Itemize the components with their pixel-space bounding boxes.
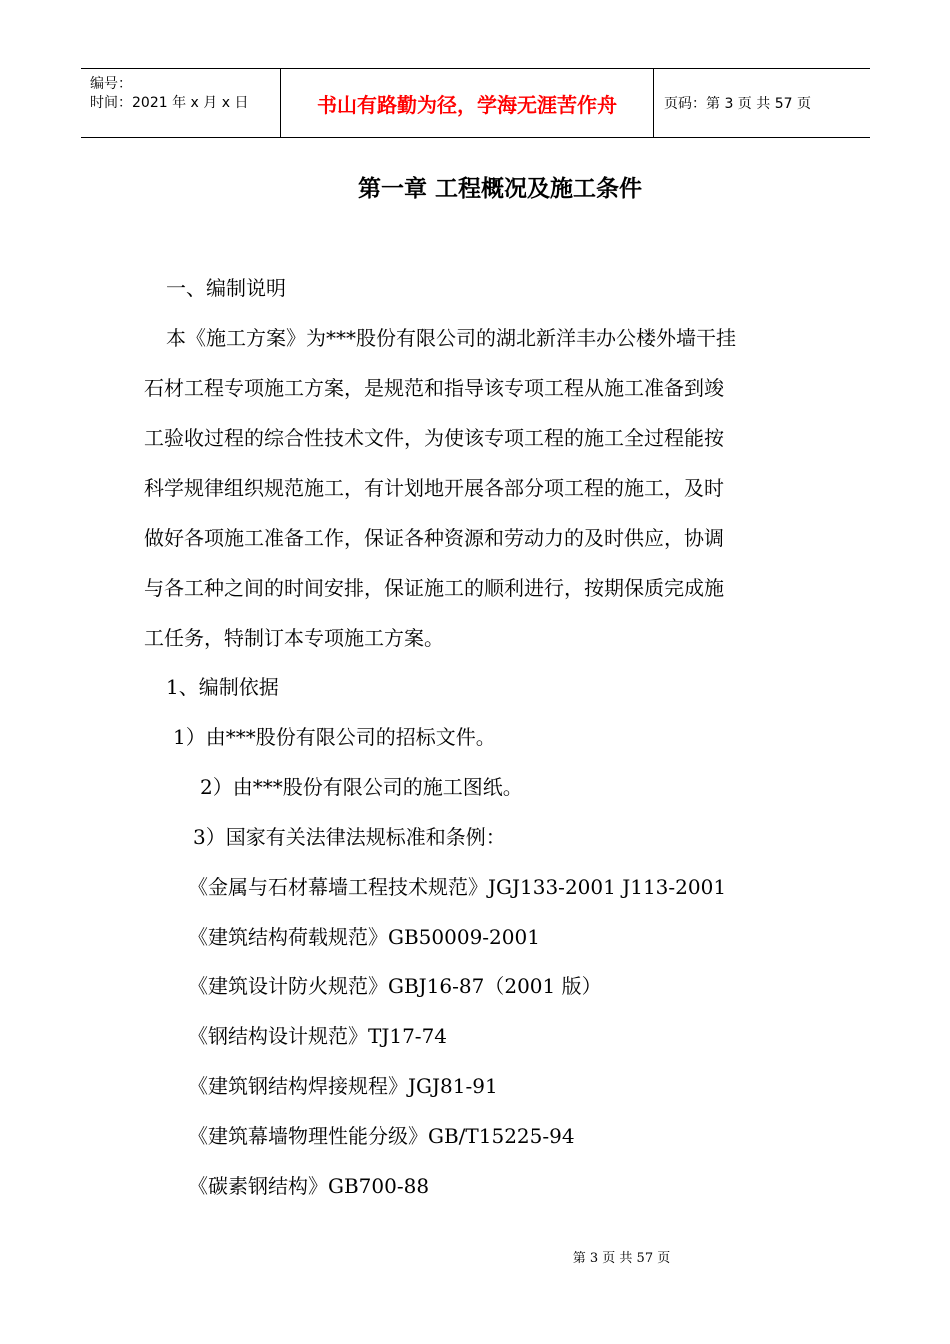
basis-item: 2）由***股份有限公司的施工图纸。 (200, 775, 523, 799)
standard-item: 《建筑结构荷载规范》GB50009-2001 (188, 925, 540, 949)
header-page-info: 页码：第 3 页 共 57 页 (664, 96, 811, 112)
header-table (81, 68, 870, 138)
basis-item: 3）国家有关法律法规标准和条例： (193, 825, 506, 849)
paragraph-line: 工验收过程的综合性技术文件，为使该专项工程的施工全过程能按 (144, 426, 724, 450)
paragraph-line: 与各工种之间的时间安排，保证施工的顺利进行，按期保质完成施 (144, 576, 724, 600)
section-heading: 一、编制说明 (166, 276, 286, 300)
standard-item: 《钢结构设计规范》TJ17-74 (188, 1024, 448, 1048)
paragraph-line: 做好各项施工准备工作，保证各种资源和劳动力的及时供应，协调 (144, 526, 724, 550)
header-motto: 书山有路勤为径，学海无涯苦作舟 (317, 92, 617, 117)
basis-item: 1）由***股份有限公司的招标文件。 (173, 725, 496, 749)
basis-heading: 1、编制依据 (166, 675, 279, 699)
standard-item: 《建筑幕墙物理性能分级》GB/T15225-94 (188, 1124, 575, 1148)
standard-item: 《金属与石材幕墙工程技术规范》JGJ133-2001 J113-2001 (188, 875, 727, 899)
standard-item: 《碳素钢结构》GB700-88 (188, 1174, 430, 1198)
paragraph-line: 科学规律组织规范施工，有计划地开展各部分项工程的施工，及时 (144, 476, 724, 500)
paragraph-line: 工任务，特制订本专项施工方案。 (144, 626, 444, 650)
chapter-title: 第一章 工程概况及施工条件 (357, 176, 642, 202)
paragraph-line: 本《施工方案》为***股份有限公司的湖北新洋丰办公楼外墙干挂 (166, 326, 736, 350)
page-footer: 第 3 页 共 57 页 (572, 1251, 671, 1266)
standard-item: 《建筑钢结构焊接规程》JGJ81-91 (188, 1074, 498, 1098)
paragraph-line: 石材工程专项施工方案，是规范和指导该专项工程从施工准备到竣 (144, 376, 724, 400)
header-motto-cell (281, 69, 654, 137)
document-time-label: 时间：2021 年 x 月 x 日 (90, 95, 249, 111)
standard-item: 《建筑设计防火规范》GBJ16-87（2001 版） (188, 974, 602, 998)
header-meta-cell (81, 69, 281, 137)
header-page-cell (654, 69, 870, 137)
document-number-label: 编号： (90, 76, 132, 92)
